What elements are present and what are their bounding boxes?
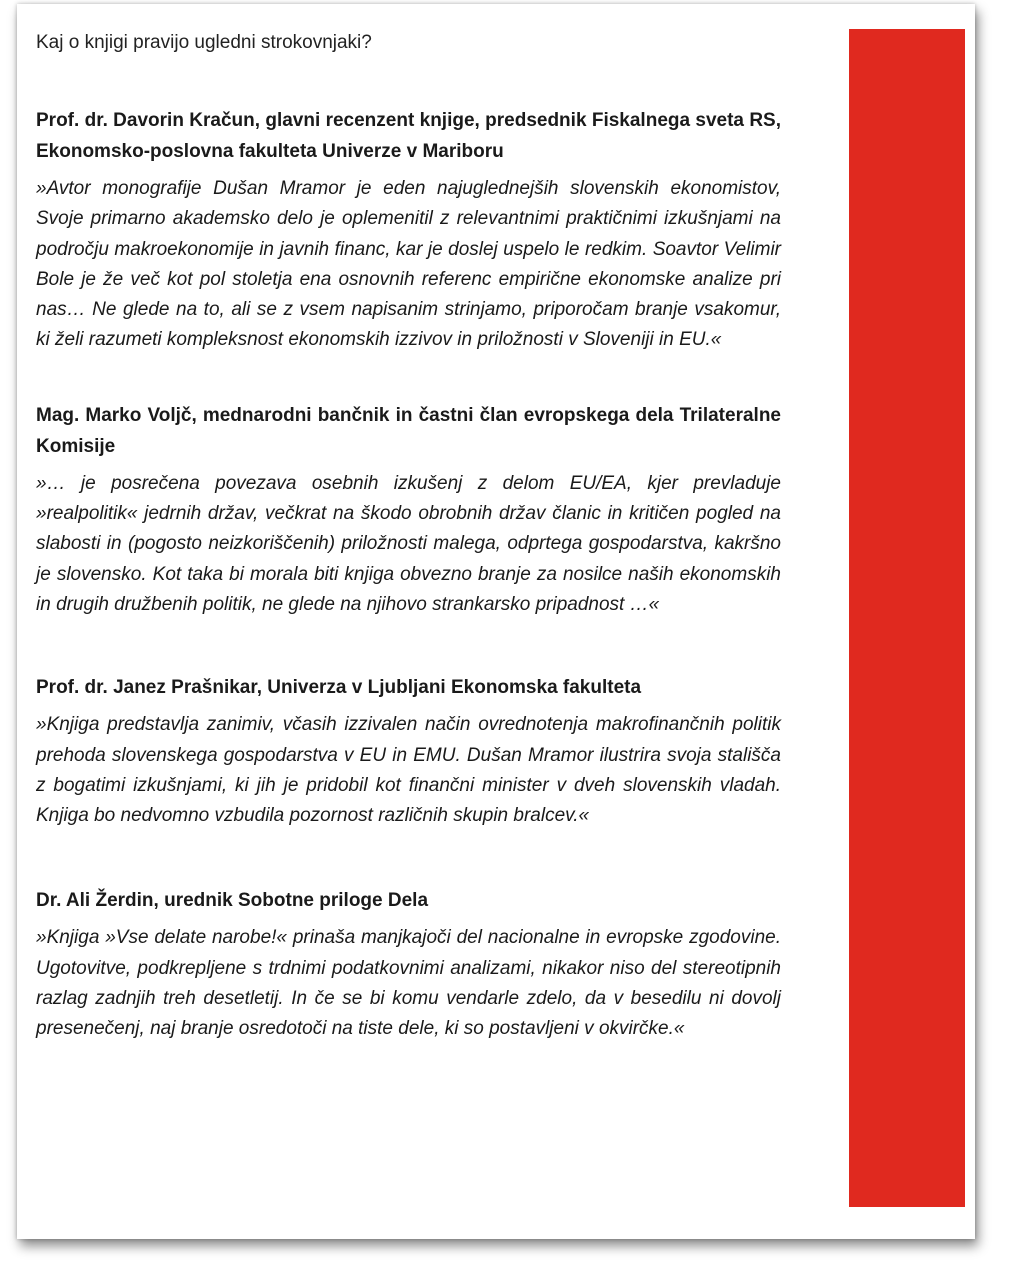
review-author: Prof. dr. Janez Prašnikar, Univerza v Ljubljani Ekonomska fakulteta bbox=[36, 677, 642, 699]
review-section bbox=[36, 400, 781, 620]
review-quote: »Avtor monografije Dušan Mramor je eden najuglednejših slovenskih ekonomistov, Svoje primarno akademsko delo je oplemenitil z relevantnimi praktičnimi izkušnjami na področju makroekonomije in javnih financ, kar je doslej uspelo le redkim. Soavtor Velimir Bole je že več kot pol stoletja ena osnovnih referenc empirične ekonomske analize pri nas… Ne glede na to, ali se z vsem napisanim strinjamo, priporočam branje vsakomur, ki želi razumeti kompleksnost ekonomskih izzivov in priložnosti v Sloveniji in EU.« bbox=[36, 178, 781, 351]
red-accent-bar bbox=[849, 29, 965, 1207]
document-page bbox=[17, 4, 975, 1239]
review-section bbox=[36, 105, 781, 356]
review-quote: »… je posrečena povezava osebnih izkušenj z delom EU/EA, kjer prevladuje »realpolitik« jedrnih držav, večkrat na škodo obrobnih držav članic in kritičen pogled na slabosti in (pogosto neizkoriščenih) priložnosti malega, odprtega gospodarstva, kakršno je slovensko. Kot taka bi morala biti knjiga obvezno branje za nosilce naših ekonomskih in drugih družbenih politik, ne glede na njihovo strankarsko pripadnost …« bbox=[36, 472, 781, 615]
review-author: Dr. Ali Žerdin, urednik Sobotne priloge Dela bbox=[36, 890, 429, 912]
page-content bbox=[36, 28, 781, 1045]
review-author: Prof. dr. Davorin Kračun, glavni recenzent knjige, predsednik Fiskalnega sveta RS, Ekonomsko-poslovna fakulteta Univerze v Mariboru bbox=[36, 110, 781, 162]
review-quote: »Knjiga predstavlja zanimiv, včasih izzivalen način ovrednotenja makrofinančnih politik prehoda slovenskega gospodarstva v EU in EMU. Dušan Mramor ilustrira svoja stališča z bogatimi izkušnjami, ki jih je pridobil kot finančni minister v dveh slovenskih vladah. Knjiga bo nedvomno vzbudila pozornost različnih skupin bralcev.« bbox=[36, 714, 781, 827]
review-section bbox=[36, 885, 781, 1044]
review-quote: »Knjiga »Vse delate narobe!« prinaša manjkajoči del nacionalne in evropske zgodovine. Ugotovitve, podkrepljene s trdnimi podatkovnimi analizami, nikakor niso del stereotipnih razlag zadnjih treh desetletij. In če se bi komu vendarle zdelo, da v besedilu ni dovolj presenečenj, naj branje osredotoči na tiste dele, ki so postavljeni v okvirčke.« bbox=[36, 927, 781, 1040]
review-section bbox=[36, 672, 781, 831]
review-author: Mag. Marko Voljč, mednarodni bančnik in častni član evropskega dela Trilateralne Komisije bbox=[36, 404, 781, 457]
intro-heading: Kaj o knjigi pravijo ugledni strokovnjaki? bbox=[36, 32, 372, 53]
